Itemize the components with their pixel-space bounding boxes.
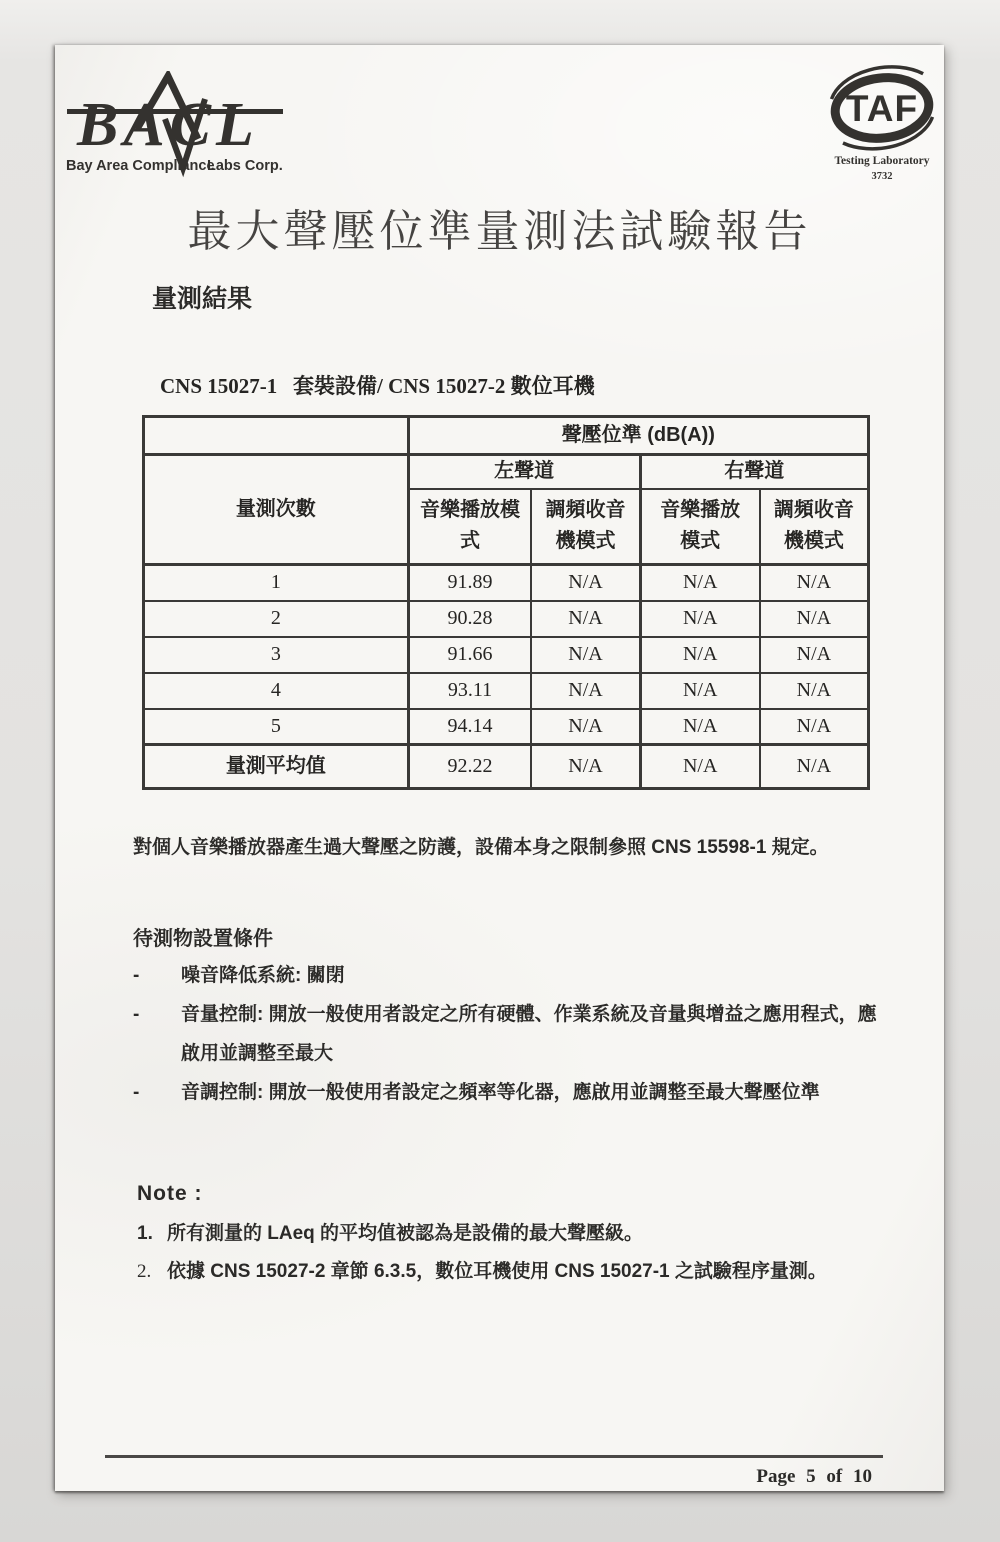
table-row (144, 637, 869, 673)
setup-conditions-list (133, 957, 878, 1113)
note-text: 依據 CNS 15027-2 章節 6.3.5，數位耳機使用 CNS 15027-1 之試驗程序量測。 (167, 1260, 827, 1282)
value-cell: N/A (640, 637, 760, 673)
table-row-average (144, 745, 869, 789)
value-cell: N/A (760, 565, 869, 601)
mode-header-cell: 音樂播放模式 (640, 489, 760, 565)
left-channel-header: 左聲道 (408, 455, 640, 489)
mode-header-cell: 調頻收音機模式 (531, 489, 640, 565)
value-cell: 92.22 (408, 745, 531, 789)
table-row (144, 565, 869, 601)
table-row (144, 601, 869, 637)
run-label: 2 (144, 601, 409, 637)
average-label: 量測平均值 (144, 745, 409, 789)
value-cell: N/A (640, 565, 760, 601)
note-number: 2. (137, 1260, 152, 1282)
page-title: 最大聲壓位準量測法試驗報告 (187, 207, 812, 256)
run-label: 3 (144, 637, 409, 673)
measurement-table (142, 415, 870, 790)
value-cell: N/A (531, 565, 640, 601)
dash-marker: - (133, 1003, 140, 1025)
value-cell: N/A (640, 673, 760, 709)
spl-header-cell: 聲壓位準 (dB(A)) (408, 417, 868, 455)
table-row-channels (144, 455, 869, 489)
run-label: 4 (144, 673, 409, 709)
note-item (137, 1221, 937, 1247)
table-row (144, 673, 869, 709)
bacl-logo-tagline-right: Labs Corp. (207, 158, 283, 174)
value-cell: N/A (531, 637, 640, 673)
page-number-label: Page 5 of 10 (756, 1466, 872, 1487)
value-cell: N/A (760, 745, 869, 789)
run-label: 1 (144, 565, 409, 601)
protection-note: 對個人音樂播放器產生過大聲壓之防護，設備本身之限制參照 CNS 15598-1 規定。 (133, 837, 829, 858)
table-row (144, 709, 869, 745)
table-caption: CNS 15027-1 套裝設備/ CNS 15027-2 數位耳機 (160, 374, 595, 398)
footer-rule (105, 1455, 883, 1458)
value-cell: N/A (640, 709, 760, 745)
list-item-text: 噪音降低系統: 關閉 (181, 965, 345, 986)
taf-logo (823, 63, 941, 185)
taf-logo-caption: Testing Laboratory (834, 155, 930, 167)
value-cell: N/A (531, 673, 640, 709)
right-channel-header: 右聲道 (640, 455, 868, 489)
list-item (133, 957, 878, 996)
dash-marker: - (133, 1081, 140, 1103)
value-cell: 94.14 (408, 709, 531, 745)
value-cell: N/A (640, 601, 760, 637)
bacl-logo-acronym: BACL (77, 91, 259, 159)
list-item (133, 1074, 878, 1113)
note-list (137, 1221, 937, 1296)
value-cell: 91.89 (408, 565, 531, 601)
table-cell-empty (144, 417, 409, 455)
value-cell: N/A (531, 601, 640, 637)
value-cell: N/A (640, 745, 760, 789)
taf-logo-number: 3732 (871, 171, 893, 182)
value-cell: 93.11 (408, 673, 531, 709)
table-row-spl-header (144, 417, 869, 455)
note-heading: Note : (137, 1182, 203, 1205)
list-item-text: 音調控制: 開放一般使用者設定之頻率等化器，應啟用並調整至最大聲壓位準 (181, 1081, 820, 1103)
list-item (133, 996, 878, 1074)
list-item-text: 音量控制: 開放一般使用者設定之所有硬體、作業系統及音量與增益之應用程式，應啟用並調整至最大 (181, 1003, 877, 1064)
value-cell: 90.28 (408, 601, 531, 637)
value-cell: N/A (760, 601, 869, 637)
results-section-heading: 量測結果 (152, 285, 253, 313)
dash-marker: - (133, 965, 140, 986)
note-item (137, 1259, 937, 1285)
taf-logo-acronym: TAF (845, 88, 919, 129)
note-number: 1. (137, 1223, 153, 1244)
value-cell: N/A (531, 745, 640, 789)
run-label: 5 (144, 709, 409, 745)
bacl-logo (65, 71, 303, 179)
value-cell: N/A (760, 673, 869, 709)
mode-header-cell: 調頻收音機模式 (760, 489, 869, 565)
value-cell: N/A (760, 709, 869, 745)
note-text: 所有測量的 LAeq 的平均值被認為是設備的最大聲壓級。 (167, 1223, 644, 1244)
value-cell: 91.66 (408, 637, 531, 673)
value-cell: N/A (531, 709, 640, 745)
mode-header-cell: 音樂播放模式 (408, 489, 531, 565)
setup-conditions-heading: 待測物設置條件 (133, 928, 273, 950)
bacl-logo-tagline-left: Bay Area Compliance (66, 158, 215, 174)
row-header-cell: 量測次數 (144, 455, 409, 565)
value-cell: N/A (760, 637, 869, 673)
report-page (55, 45, 944, 1491)
